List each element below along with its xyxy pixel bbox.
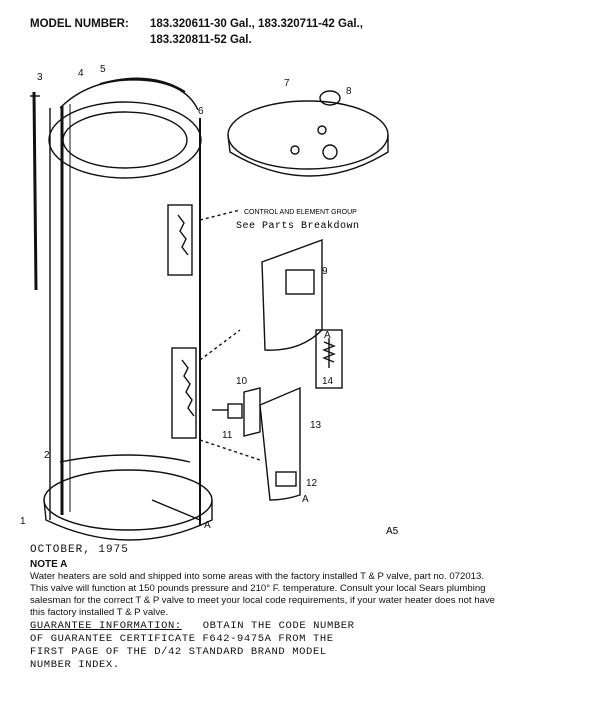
upper-access-panel [262, 240, 322, 350]
guarantee-info [30, 620, 355, 672]
lower-access-panel [260, 388, 300, 500]
callout-1: 1 [20, 516, 26, 527]
callout-6: 6 [198, 106, 204, 117]
callout-a-base: A [204, 520, 211, 531]
callout-14: 14 [322, 376, 334, 387]
exploded-parts-diagram [0, 52, 608, 542]
parts-breakdown-label: See Parts Breakdown [236, 221, 360, 232]
callout-10: 10 [236, 376, 248, 387]
guarantee-heading: GUARANTEE INFORMATION: [30, 620, 182, 632]
model-number-line-1: 183.320611-30 Gal., 183.320711-42 Gal., [150, 18, 363, 30]
guarantee-line: NUMBER INDEX. [30, 659, 120, 671]
callout-5: 5 [100, 64, 106, 75]
guarantee-line: OBTAIN THE CODE NUMBER [202, 620, 355, 632]
callout-11: 11 [222, 430, 233, 441]
model-number-line-2: 183.320811-52 Gal. [150, 34, 252, 46]
callout-4: 4 [78, 68, 84, 79]
note-line: salesman for the correct T & P valve to meet your local code requirements, if your water heater does not have [30, 595, 496, 606]
element-part [212, 404, 242, 418]
model-number-label: MODEL NUMBER: [30, 18, 129, 30]
date-line: OCTOBER, 1975 [30, 544, 129, 556]
control-element-group-label: CONTROL AND ELEMENT GROUP [244, 209, 357, 216]
guarantee-line: FIRST PAGE OF THE D/42 STANDARD BRAND MODEL [30, 646, 327, 658]
callout-3: 3 [37, 72, 43, 83]
base-pan [44, 455, 212, 540]
callout-8: 8 [346, 86, 352, 97]
callout-a-panel: A [302, 494, 309, 505]
insulation-block [244, 388, 260, 436]
top-cover [228, 91, 388, 176]
callout-2: 2 [44, 450, 50, 461]
tank-body [49, 79, 201, 525]
upper-control-opening [168, 205, 192, 275]
note-line: This valve will function at 150 pounds pressure and 210° F. temperature. Consult your local Sears plumbing [30, 583, 486, 594]
anode-rod [30, 92, 40, 290]
note-text [30, 571, 590, 619]
callout-12: 12 [306, 478, 318, 489]
callout-13: 13 [310, 420, 322, 431]
callout-a-screw: A [324, 330, 331, 341]
callout-9: 9 [322, 266, 328, 277]
guarantee-line: OF GUARANTEE CERTIFICATE F642-9475A FROM THE [30, 633, 334, 645]
page-code: A5 [386, 526, 399, 537]
note-title: NOTE A [30, 559, 68, 570]
note-line: Water heaters are sold and shipped into some areas with the factory installed T & P valve, part no. 072013. [30, 571, 485, 582]
callout-7: 7 [284, 78, 290, 89]
note-line: this factory installed T & P valve. [30, 607, 169, 618]
